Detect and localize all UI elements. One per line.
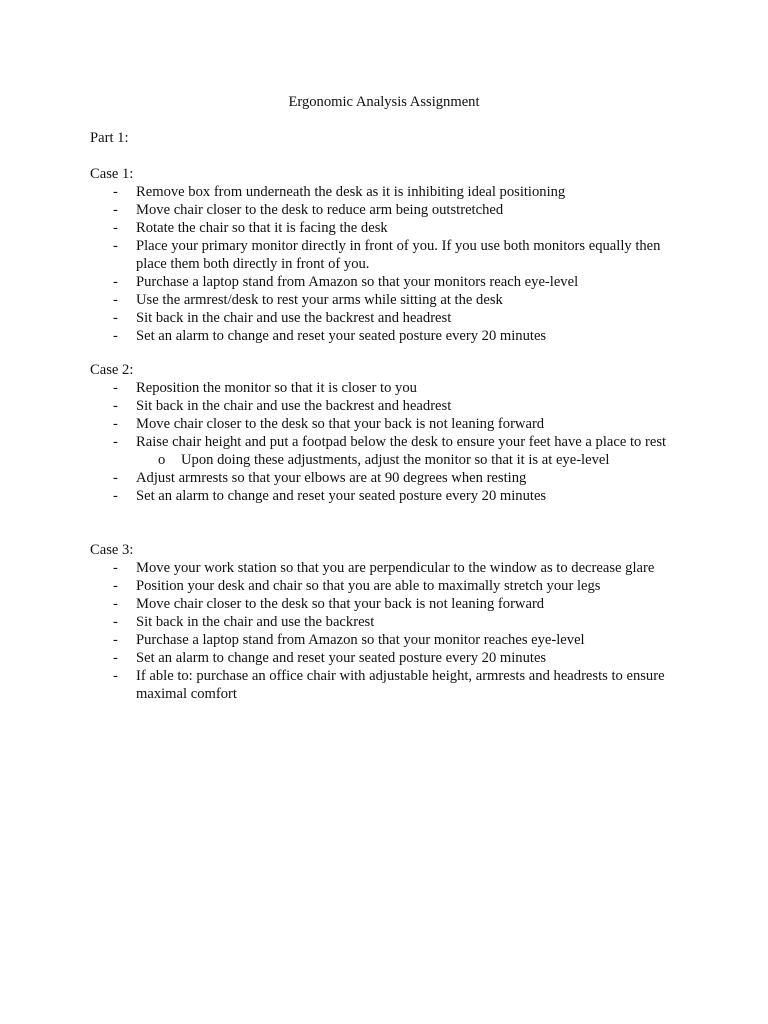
list-item-text: Place your primary monitor directly in front of you. If you use both monitors equally then place them both directly in front of you. [136, 238, 661, 272]
list-item-text: Set an alarm to change and reset your seated posture every 20 minutes [136, 328, 547, 344]
list-item [90, 613, 690, 631]
dash-bullet-icon: - [113, 596, 118, 612]
list-item-text: If able to: purchase an office chair with adjustable height, armrests and headrests to ensure maximal comfort [136, 668, 665, 702]
list-item [90, 433, 690, 451]
list-item-text: Move chair closer to the desk to reduce arm being outstretched [136, 202, 504, 218]
dash-bullet-icon: - [113, 202, 118, 218]
page-title: Ergonomic Analysis Assignment [288, 94, 480, 110]
list-item-text: Position your desk and chair so that you are able to maximally stretch your legs [136, 578, 601, 594]
list-item-text: Reposition the monitor so that it is closer to you [136, 380, 417, 396]
list-item [90, 309, 690, 327]
dash-bullet-icon: - [113, 238, 118, 254]
list-item-text: Sit back in the chair and use the backrest and headrest [136, 398, 452, 414]
dash-bullet-icon: - [113, 220, 118, 236]
dash-bullet-icon: - [113, 274, 118, 290]
dash-bullet-icon: - [113, 668, 118, 684]
list-item-text: Sit back in the chair and use the backrest [136, 614, 375, 630]
list-item-text: Rotate the chair so that it is facing the desk [136, 220, 388, 236]
list-item [90, 291, 690, 309]
list-item [90, 631, 690, 649]
list-item [90, 397, 690, 415]
dash-bullet-icon: - [113, 328, 118, 344]
list-item-text: Purchase a laptop stand from Amazon so that your monitors reach eye-level [136, 274, 579, 290]
list-item [90, 273, 690, 291]
list-item [90, 327, 690, 345]
case-3-heading: Case 3: [90, 542, 134, 558]
case-3-list [90, 559, 690, 703]
dash-bullet-icon: - [113, 184, 118, 200]
dash-bullet-icon: - [113, 632, 118, 648]
list-item [90, 183, 690, 201]
dash-bullet-icon: - [113, 578, 118, 594]
list-item [90, 667, 690, 703]
list-item-text: Raise chair height and put a footpad below the desk to ensure your feet have a place to rest [136, 434, 667, 450]
list-item [90, 649, 690, 667]
list-item [90, 415, 690, 433]
dash-bullet-icon: - [113, 416, 118, 432]
dash-bullet-icon: - [113, 434, 118, 450]
dash-bullet-icon: - [113, 398, 118, 414]
list-item [90, 487, 690, 505]
list-item-text: Move chair closer to the desk so that your back is not leaning forward [136, 596, 545, 612]
list-item-text: Set an alarm to change and reset your seated posture every 20 minutes [136, 488, 547, 504]
list-item [90, 559, 690, 577]
case-2-heading: Case 2: [90, 362, 134, 378]
list-item-text: Move chair closer to the desk so that your back is not leaning forward [136, 416, 545, 432]
dash-bullet-icon: - [113, 310, 118, 326]
sub-list-item [90, 451, 690, 469]
list-item-text: Adjust armrests so that your elbows are at 90 degrees when resting [136, 470, 527, 486]
dash-bullet-icon: - [113, 488, 118, 504]
list-item [90, 469, 690, 487]
case-1-heading: Case 1: [90, 166, 134, 182]
case-2-section [90, 361, 690, 505]
list-item [90, 379, 690, 397]
case-1-section [90, 165, 690, 345]
list-item [90, 201, 690, 219]
dash-bullet-icon: - [113, 614, 118, 630]
case-2-list [90, 379, 690, 505]
dash-bullet-icon: - [113, 560, 118, 576]
part-label: Part 1: [90, 130, 129, 146]
case-1-list [90, 183, 690, 345]
dash-bullet-icon: - [113, 292, 118, 308]
dash-bullet-icon: - [113, 650, 118, 666]
list-item [90, 577, 690, 595]
list-item-text: Move your work station so that you are perpendicular to the window as to decrease glare [136, 560, 655, 576]
list-item-text: Purchase a laptop stand from Amazon so that your monitor reaches eye-level [136, 632, 585, 648]
list-item [90, 595, 690, 613]
circle-bullet-icon: o [158, 452, 166, 468]
list-item-text: Set an alarm to change and reset your seated posture every 20 minutes [136, 650, 547, 666]
sub-list-item-text: Upon doing these adjustments, adjust the monitor so that it is at eye-level [181, 452, 610, 468]
dash-bullet-icon: - [113, 470, 118, 486]
list-item-text: Remove box from underneath the desk as it is inhibiting ideal positioning [136, 184, 566, 200]
list-item [90, 237, 690, 273]
list-item-text: Sit back in the chair and use the backrest and headrest [136, 310, 452, 326]
list-item-text: Use the armrest/desk to rest your arms while sitting at the desk [136, 292, 503, 308]
dash-bullet-icon: - [113, 380, 118, 396]
list-item [90, 219, 690, 237]
case-3-section [90, 541, 690, 703]
